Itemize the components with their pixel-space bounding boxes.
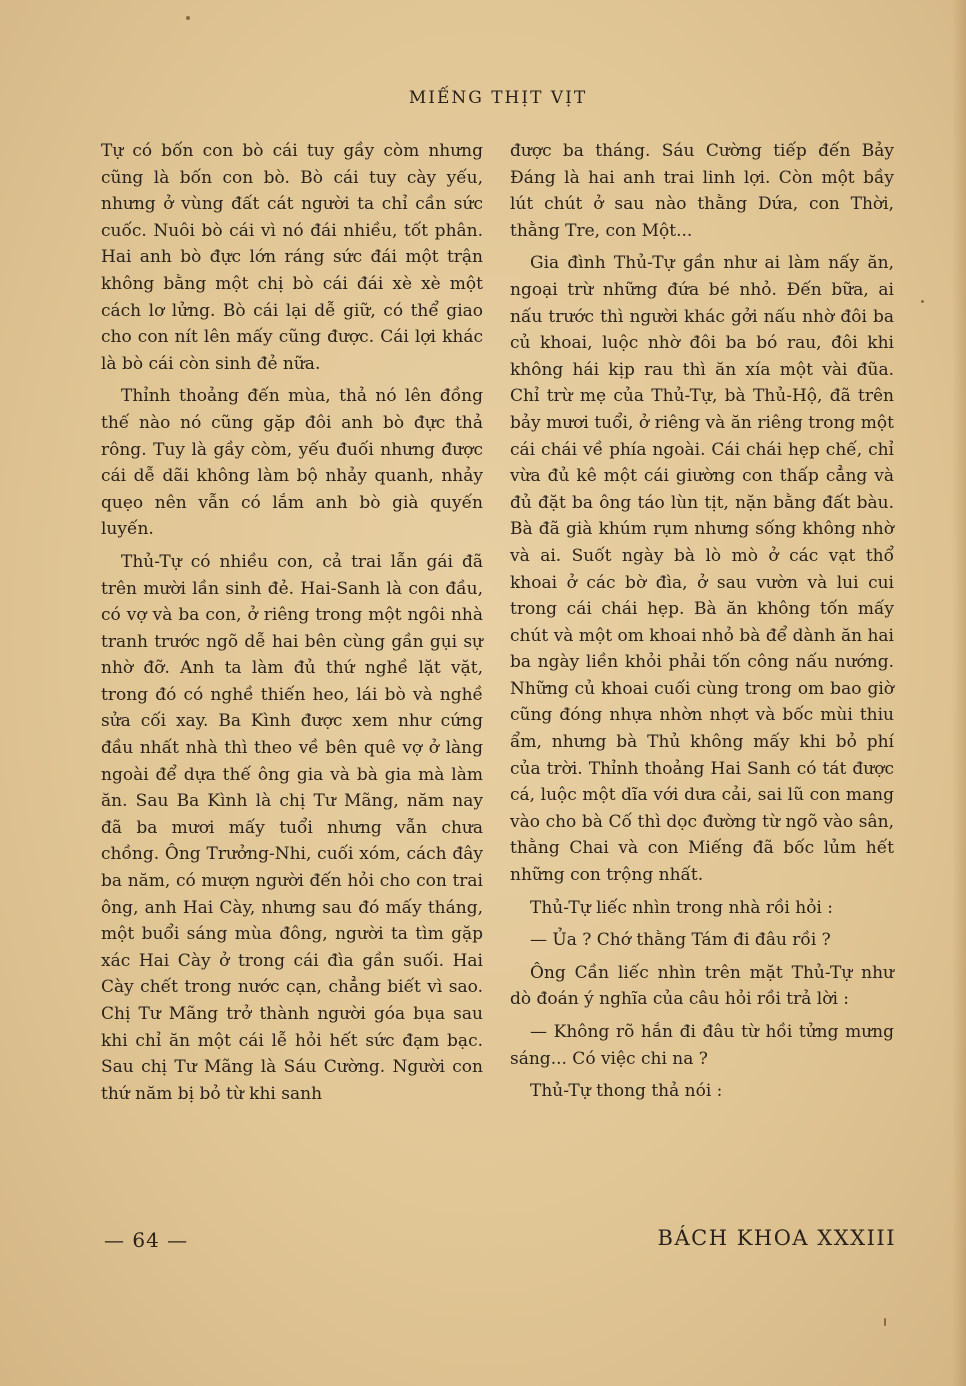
right-column [510,138,894,1111]
paragraph: Thủ-Tự thong thả nói : [530,1081,723,1102]
paragraph: Thủ-Tự có nhiều con, cả trai lẫn gái đã trên mười lần sinh đẻ. Hai-Sanh là con đầu, có vợ và ba con, ở riêng trong một ngôi nhà tranh trước ngõ dễ hai bên cùng gần gụi sự nhờ đỡ. Anh ta làm đủ thứ nghề lặt vặt, trong đó có nghề thiến heo, lái bò và nghề sửa cối xay. Ba Kình được xem như cứng đầu nhất nhà thì theo về bên quê vợ ở làng ngoài để dựa thế ông gia và bà gia mà làm ăn. Sau Ba Kình là chị Tư Mãng, năm nay đã ba mươi mấy tuổi nhưng vẫn chưa chồng. Ông Trưởng-Nhi, cuối xóm, cách đây ba năm, có mượn người đến hỏi cho con trai ông, anh Hai Cày, nhưng sau đó mấy tháng, một buổi sáng mùa đông, người ta tìm gặp xác Hai Cày ở trong cái đìa gần suối. Hai Cày chết trong nước cạn, chẳng biết vì sao. Chị Tư Mãng trở thành người góa bụa sau khi chỉ ăn một cái lễ hỏi hết sức đạm bạc. Sau chị Tư Mãng là Sáu Cường. Người con thứ năm bị bỏ từ khi sanh [101,551,483,1104]
paragraph: được ba tháng. Sáu Cường tiếp đến Bảy Đáng là hai anh trai linh lợi. Còn một bầy lút chút ở sau nào thằng Dứa, con Thời, thằng Tre, con Một... [510,141,894,241]
journal-name: BÁCH KHOA XXXIII [657,1226,896,1250]
print-speck [921,300,924,303]
print-speck [186,16,190,20]
running-title: MIẾNG THỊT VỊT [408,88,588,108]
left-column [101,138,483,1113]
print-speck [884,1318,886,1326]
paragraph: Ông Cần liếc nhìn trên mặt Thủ-Tự như dò đoán ý nghĩa của câu hỏi rồi trả lời : [510,962,894,1010]
paragraph: Gia đình Thủ-Tự gần như ai làm nấy ăn, ngoại trừ những đứa bé nhỏ. Đến bữa, ai nấu trước thì người khác gởi nấu nhờ đôi ba củ khoai, luộc nhờ đôi ba bó rau, đôi khi không hái kịp rau thì ăn xía một vài đũa. Chỉ trừ mẹ của Thủ-Tự, bà Thủ-Hộ, đã trên bảy mươi tuổi, ở riêng và ăn riêng trong một cái chái về phía ngoài. Cái chái hẹp chế, chỉ vừa đủ kê một cái giường con thấp cẳng và đủ đặt ba ông táo lùn tịt, nặn bằng đất bàu. Bà đã già khúm rụm nhưng sống không nhờ và ai. Suốt ngày bà lò mò ở các vạt thổ khoai ở các bờ đìa, ở sau vườn và lui cui trong cái chái hẹp. Bà ăn không tốn mấy chút và một om khoai nhỏ bà để dành ăn hai ba ngày liền khỏi phải tốn công nấu nướng. Những củ khoai cuối cùng trong om bao giờ cũng đóng nhựa nhờn nhợt và bốc mùi thiu ẩm, nhưng bà Thủ không mấy khi bỏ phí của trời. Thỉnh thoảng Hai Sanh có tát được cá, luộc một dĩa với dưa cải, sai lũ con mang vào cho bà Cố thì dọc đường từ ngõ vào sân, thằng Chai và con Miếng đã bốc lủm hết những con trộng nhất. [510,253,894,886]
paragraph: Thủ-Tự liếc nhìn trong nhà rồi hỏi : [530,897,833,918]
dialogue-line: — Không rõ hắn đi đâu từ hồi tửng mưng sáng... Có việc chi na ? [510,1022,894,1069]
page-number: — 64 — [104,1228,189,1252]
paragraph: Thỉnh thoảng đến mùa, thả nó lên đồng thế nào nó cũng gặp đôi anh bò đực thả rông. Tuy là gầy còm, yếu đuối nhưng được cái dễ dãi không làm bộ nhảy quanh, nhảy quẹo nên vẫn có lắm anh bò già quyến luyến. [101,386,483,540]
dialogue-line: — Ủa ? Chớ thằng Tám đi đâu rồi ? [530,930,831,951]
paragraph: Tự có bốn con bò cái tuy gầy còm nhưng cũng là bốn con bò. Bò cái tuy cày yếu, nhưng ở vùng đất cát người ta chỉ cần sức cuốc. Nuôi bò cái vì nó đái nhiều, tốt phân. Hai anh bò đực lớn ráng sức đái một trận không bằng một chị bò cái đái xè xè một cách lơ lửng. Bò cái lại dễ giữ, có thể giao cho con nít lên mấy cũng được. Cái lợi khác là bò cái còn sinh đẻ nữa. [101,141,483,374]
page-edge-shadow [952,0,966,1386]
